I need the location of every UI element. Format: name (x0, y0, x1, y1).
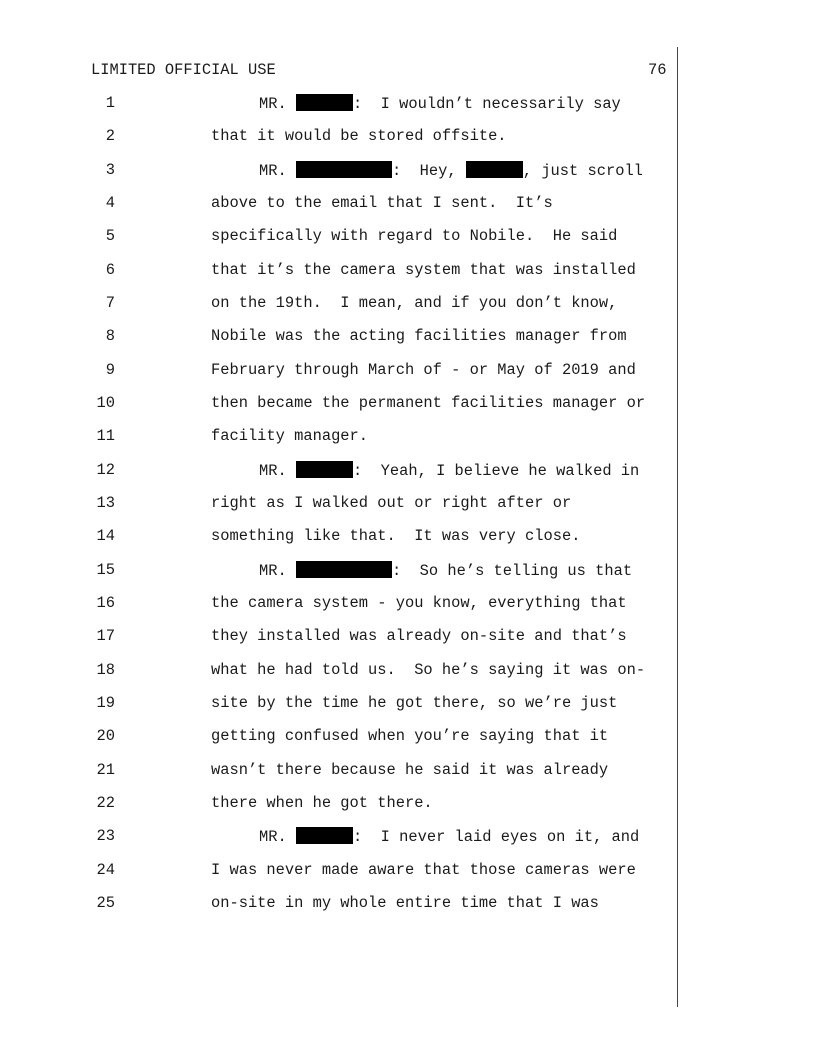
line-text: specifically with regard to Nobile. He said (211, 227, 618, 245)
line-text: Nobile was the acting facilities manager from (211, 327, 627, 345)
transcript-line (0, 161, 680, 181)
line-number: 24 (96, 861, 115, 879)
line-text (259, 94, 621, 113)
speaker-prefix: MR. (259, 462, 296, 480)
line-text: above to the email that I sent. It’s (211, 194, 553, 212)
page-number: 76 (648, 61, 667, 79)
speaker-prefix: MR. (259, 162, 296, 180)
transcript-line (0, 827, 680, 847)
line-number: 4 (105, 194, 115, 212)
line-text: on-site in my whole entire time that I was (211, 894, 599, 912)
transcript-line (0, 394, 680, 414)
speaker-prefix: MR. (259, 828, 296, 846)
transcript-line (0, 427, 680, 447)
line-number: 15 (96, 561, 115, 579)
transcript-line (0, 461, 680, 481)
transcript-line (0, 561, 680, 581)
line-number: 22 (96, 794, 115, 812)
line-number: 11 (96, 427, 115, 445)
transcript-line (0, 361, 680, 381)
transcript-line (0, 761, 680, 781)
line-text: what he had told us. So he’s saying it was on- (211, 661, 646, 679)
transcript-line (0, 861, 680, 881)
speech-text: : I never laid eyes on it, and (352, 828, 640, 846)
line-text: then became the permanent facilities manager or (211, 394, 646, 412)
redaction-box (296, 827, 353, 844)
line-number: 6 (105, 261, 115, 279)
line-number: 12 (96, 461, 115, 479)
speaker-prefix: MR. (259, 95, 296, 113)
line-text (259, 561, 632, 580)
line-number: 23 (96, 827, 115, 845)
speech-text: : Hey, (391, 162, 466, 180)
transcript-line (0, 694, 680, 714)
line-number: 7 (105, 294, 115, 312)
transcript-line (0, 227, 680, 247)
speech-text: : Yeah, I believe he walked in (352, 462, 640, 480)
redaction-box (296, 161, 392, 178)
line-number: 2 (105, 127, 115, 145)
line-text (259, 827, 639, 846)
line-text: on the 19th. I mean, and if you don’t know, (211, 294, 618, 312)
transcript-line (0, 594, 680, 614)
transcript-line (0, 194, 680, 214)
line-number: 18 (96, 661, 115, 679)
redaction-box (296, 561, 392, 578)
speaker-prefix: MR. (259, 562, 296, 580)
line-text: that it would be stored offsite. (211, 127, 507, 145)
line-text (259, 461, 639, 480)
transcript-line (0, 327, 680, 347)
transcript-line (0, 627, 680, 647)
line-text: site by the time he got there, so we’re just (211, 694, 618, 712)
line-number: 25 (96, 894, 115, 912)
transcript-line (0, 494, 680, 514)
line-number: 1 (105, 94, 115, 112)
line-number: 19 (96, 694, 115, 712)
line-number: 13 (96, 494, 115, 512)
line-text: I was never made aware that those cameras were (211, 861, 636, 879)
transcript-line (0, 894, 680, 914)
line-text: the camera system - you know, everything that (211, 594, 627, 612)
line-text: that it’s the camera system that was installed (211, 261, 636, 279)
line-number: 5 (105, 227, 115, 245)
transcript-line (0, 127, 680, 147)
line-text: something like that. It was very close. (211, 527, 581, 545)
line-text: wasn’t there because he said it was already (211, 761, 609, 779)
transcript-line (0, 294, 680, 314)
redaction-box (296, 461, 353, 478)
redaction-box (466, 161, 523, 178)
line-number: 16 (96, 594, 115, 612)
transcript-line (0, 794, 680, 814)
line-number: 14 (96, 527, 115, 545)
line-number: 21 (96, 761, 115, 779)
classification-marking: LIMITED OFFICIAL USE (91, 61, 276, 79)
transcript-line (0, 661, 680, 681)
line-text (259, 161, 643, 180)
line-text: there when he got there. (211, 794, 433, 812)
line-text: facility manager. (211, 427, 369, 445)
line-text: they installed was already on-site and that’s (211, 627, 627, 645)
line-number: 17 (96, 627, 115, 645)
transcript-line (0, 727, 680, 747)
line-number: 3 (105, 161, 115, 179)
line-number: 9 (105, 361, 115, 379)
transcript-line (0, 527, 680, 547)
line-text: right as I walked out or right after or (211, 494, 572, 512)
line-number: 10 (96, 394, 115, 412)
line-text: February through March of - or May of 2019 and (211, 361, 636, 379)
transcript-line (0, 94, 680, 114)
line-text: getting confused when you’re saying that it (211, 727, 609, 745)
speech-text: : I wouldn’t necessarily say (352, 95, 621, 113)
line-number: 8 (105, 327, 115, 345)
transcript-line (0, 261, 680, 281)
redaction-box (296, 94, 353, 111)
speech-text: : So he’s telling us that (391, 562, 633, 580)
line-number: 20 (96, 727, 115, 745)
speech-text: , just scroll (522, 162, 643, 180)
